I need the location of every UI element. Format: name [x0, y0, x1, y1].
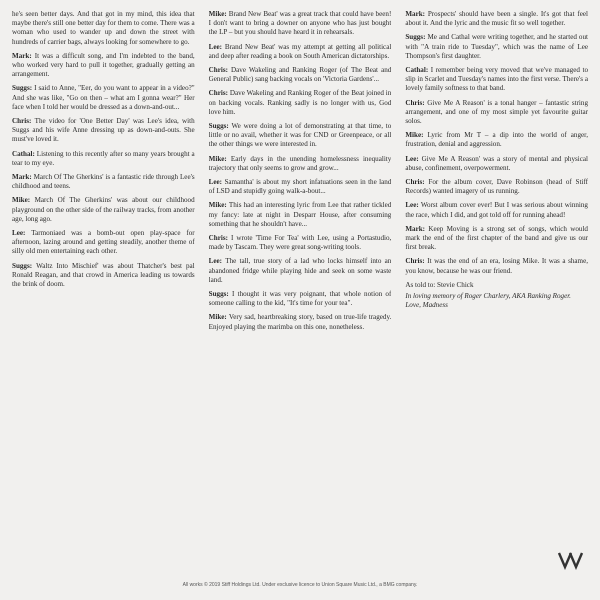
- paragraph-text: Brand New Beat' was a great track that could have been! I don't want to bring a downer on anyone who has just bought the LP – but you should have heard it in rehearsals.: [208, 10, 392, 37]
- speaker-name: Lee:: [12, 229, 32, 238]
- paragraph-text: We were doing a lot of demonstrating at that time, to little or no avail, whether it was for CND or Greenpeace, or all the other things we were interested in.: [208, 122, 392, 149]
- speaker-name: Chris:: [208, 89, 230, 98]
- paragraph: [12, 10, 195, 47]
- paragraph: [209, 178, 392, 196]
- paragraph: [405, 131, 588, 149]
- column-1: [12, 10, 195, 574]
- paragraph: [12, 84, 195, 112]
- speaker-name: Chris:: [208, 234, 231, 243]
- paragraph: [405, 257, 588, 275]
- speaker-name: Cathal:: [405, 66, 431, 75]
- paragraph: [209, 43, 392, 61]
- paragraph-text: March Of The Gherkins' was about our childhood playground on the other side of the railway tracks, from another age, long ago.: [12, 196, 195, 223]
- paragraph-text: It was a difficult song, and I'm indebted to the band, who worked very hard to pull it together, gradually getting an arrangement.: [12, 51, 195, 79]
- paragraph-text: Dave Wakeling and Ranking Roger of the Beat joined in on backing vocals. Ranking sadly is no longer with us, God love him.: [208, 89, 392, 116]
- paragraph-text: This had an interesting lyric from Lee that rather tickled my fancy: late at night in Desparr House, after consuming something that he shouldn't have...: [208, 201, 392, 228]
- paragraph-text: Me and Cathal were writing together, and he started out with "A train ride to Tuesday", which was the name of Lee Thompson's first daughter.: [405, 33, 588, 60]
- paragraph-text: I wrote 'Time For Tea' with Lee, using a Portastudio, made by Tascam. They were great song-writing tools.: [208, 234, 392, 252]
- paragraph-text: For the album cover, Dave Robinson (head of Stiff Records) wanted imagery of us running.: [405, 178, 588, 196]
- paragraph-text: Listening to this recently after so many years brought a tear to my eye.: [12, 149, 195, 167]
- speaker-name: Chris:: [405, 98, 428, 107]
- paragraph-text: he's seen better days. And that got in my mind, this idea that maybe there's still one better day for them to come. There was a woman who used to wander up and down the street with hundreds of carrier bags, always looking for somewhere to go.: [12, 10, 195, 46]
- paragraph-text: I said to Anne, "Eer, do you want to appear in a video?" And she was like, "Go on then – what am I gonna wear?" Her face when I told her would be dressed as a down-and-out...: [12, 84, 195, 111]
- paragraph-text: I remember being very moved that we've managed to slip in Scarlet and Tuesday's names into the first verse. There's a lovely family softness to that band.: [405, 66, 588, 93]
- paragraph: [12, 117, 195, 145]
- paragraph-text: Give Me A Reason' was a story of mental and physical abuse, confinement, overpowerment.: [405, 154, 588, 172]
- speaker-name: Suggs:: [208, 122, 232, 131]
- dedication: In loving memory of Roger Charlery, AKA Ranking Roger. Love, Madness: [405, 292, 571, 310]
- paragraph-text: Tarmoniaed was a bomb-out open play-space for afternoon, lazing around and getting steadily, another theme of silly old men entertaining each other.: [12, 229, 195, 256]
- paragraph-text: Worst album cover ever! But I was serious about winning the race, which I did, and got told off for running ahead!: [405, 201, 588, 219]
- paragraph: [12, 52, 195, 80]
- paragraph-text: Waltz Into Mischief' was about Thatcher's best pal Ronald Reagan, and that crowd in America leading us towards the brink of doom.: [12, 261, 195, 289]
- paragraph: [12, 150, 195, 168]
- paragraph-text: I thought it was very poignant, that whole notion of someone calling to the kid, "It's time for your tea".: [208, 290, 392, 308]
- paragraph: [209, 201, 392, 229]
- paragraph: [209, 234, 392, 252]
- speaker-name: Suggs:: [12, 261, 37, 270]
- paragraph: [209, 313, 392, 331]
- paragraph: [12, 196, 195, 224]
- paragraph: [209, 66, 392, 84]
- paragraph: [405, 66, 588, 94]
- speaker-name: Lee:: [208, 257, 226, 266]
- paragraph: [209, 290, 392, 308]
- paragraph: [12, 173, 195, 191]
- speaker-name: Mike:: [405, 131, 428, 140]
- paragraph-text: Give Me A Reason' is a tonal hanger – fantastic string arrangement, and one of my most simple yet favourite guitar solos.: [405, 98, 588, 126]
- speaker-name: Mark:: [405, 10, 428, 18]
- speaker-name: Lee:: [208, 42, 225, 51]
- paragraph-text: March Of The Gherkins' is a fantastic ride through Lee's childhood and teens.: [12, 173, 195, 191]
- speaker-name: Mark:: [12, 173, 34, 182]
- speaker-name: Mike:: [12, 196, 35, 205]
- paragraph-text: It was the end of an era, losing Mike. It was a shame, you know, because he was our friend.: [405, 257, 588, 275]
- text-columns: [12, 10, 588, 574]
- paragraph: [405, 10, 588, 28]
- paragraph: [405, 225, 588, 253]
- paragraph-text: Prospects' should have been a single. It's got that feel about it. And the lyric and the music fit so well together.: [405, 10, 588, 28]
- paragraph-text: Early days in the unending homelessness inequality trajectory that only seems to grow and grow...: [208, 154, 392, 172]
- paragraph: [405, 33, 588, 61]
- speaker-name: Suggs:: [208, 290, 232, 299]
- speaker-name: Mark:: [12, 51, 35, 60]
- column-2: [209, 10, 392, 574]
- speaker-name: Lee:: [405, 154, 422, 163]
- paragraph: [12, 229, 195, 257]
- paragraph: [209, 89, 392, 117]
- paragraph: [405, 155, 588, 173]
- paragraph: [405, 178, 588, 196]
- speaker-name: Chris:: [405, 257, 428, 266]
- paragraph: [209, 10, 392, 38]
- paragraph-text: Keep Moving is a strong set of songs, which would mark the end of the first chapter of the band and give us our first break.: [405, 224, 588, 252]
- speaker-name: Mike:: [208, 154, 231, 163]
- paragraph-text: Samantha' is about my short infatuations seen in the land of LSD and stupidly going walk-a-bout...: [208, 178, 392, 196]
- paragraph-text: Brand New Beat' was my attempt at getting all political and deep after reading a book on South American dictatorships.: [208, 42, 392, 60]
- paragraph: [209, 155, 392, 173]
- speaker-name: Mike:: [208, 201, 229, 210]
- speaker-name: Chris:: [405, 178, 429, 187]
- speaker-name: Lee:: [405, 201, 421, 210]
- speaker-name: Cathal:: [12, 149, 37, 158]
- paragraph-text: Very sad, heartbreaking story, based on true-life tragedy. Enjoyed playing the marimba on this one, nonetheless.: [208, 313, 392, 331]
- paragraph: [12, 262, 195, 290]
- paragraph-text: The tall, true story of a lad who locks himself into an abandoned fridge while playing hide and seek on some waste land.: [208, 257, 392, 284]
- paragraph: [405, 201, 588, 219]
- speaker-name: Chris:: [12, 117, 35, 126]
- speaker-name: Chris:: [208, 66, 232, 75]
- copyright-footer: All works © 2019 Stiff Holdings Ltd. Under exclusive licence to Union Square Music Ltd., a BMG company.: [182, 582, 418, 588]
- speaker-name: Mark:: [405, 224, 429, 233]
- paragraph-text: Dave Wakeling and Ranking Roger (of The Beat and General Public) sang backing vocals on 'Victoria Gardens'...: [208, 66, 392, 84]
- told-to-credit: As told to: Stevie Chick: [405, 280, 474, 289]
- label-logo-icon: [558, 550, 584, 570]
- paragraph: [405, 99, 588, 127]
- speaker-name: Suggs:: [12, 84, 35, 93]
- paragraph: [209, 122, 392, 150]
- speaker-name: Mike:: [208, 10, 229, 18]
- paragraph-text: Lyric from Mr T – a dip into the world of anger, frustration, denial and aggression.: [405, 131, 588, 149]
- speaker-name: Suggs:: [405, 33, 428, 42]
- paragraph: [209, 257, 392, 285]
- speaker-name: Lee:: [208, 178, 225, 187]
- speaker-name: Mike:: [208, 313, 229, 322]
- paragraph-text: The video for 'One Better Day' was Lee's idea, with Suggs and his wife Anne dressing up as down-and-outs. She must've loved it.: [12, 117, 195, 144]
- column-3: [405, 10, 588, 574]
